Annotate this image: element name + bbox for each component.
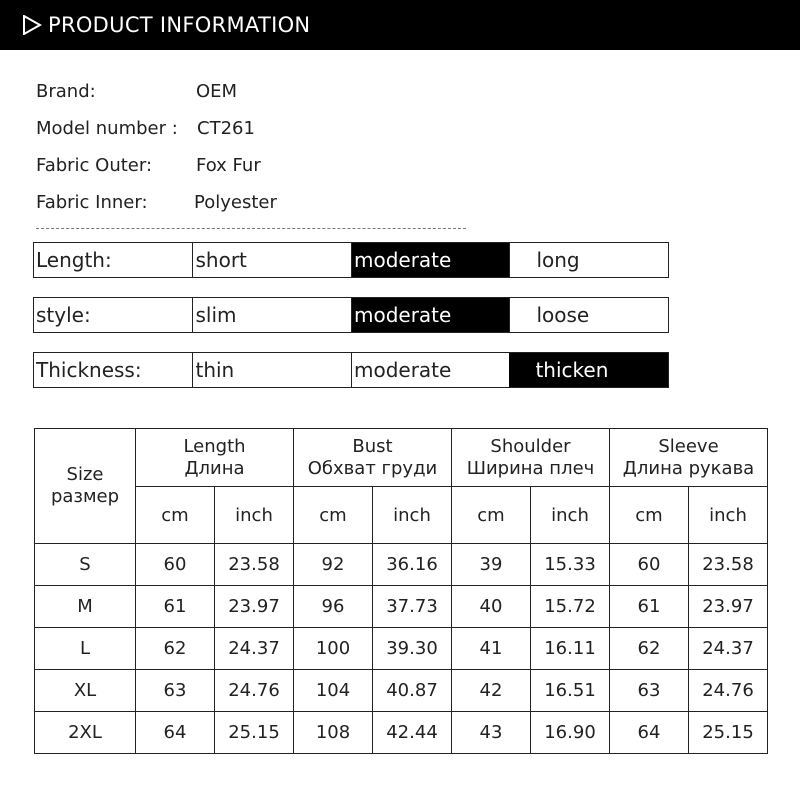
header-bar [0,0,800,50]
measurement-cell: 23.97 [689,586,768,628]
measurement-cell: 92 [294,544,373,586]
measurement-cell: 63 [136,670,215,712]
size-cell: S [35,544,136,586]
measurement-cell: 15.33 [531,544,610,586]
group-header-ru: Обхват груди [307,457,438,479]
measurement-cell: 25.15 [215,712,294,754]
unit-header-inch: inch [689,487,768,544]
table-row [35,628,768,670]
table-row [35,586,768,628]
measurement-cell: 36.16 [373,544,452,586]
measurement-cell: 41 [452,628,531,670]
group-header-shoulder [452,429,610,487]
attribute-label: Thickness: [36,358,142,382]
size-cell: 2XL [35,712,136,754]
group-header-en: Sleeve [658,435,719,457]
attribute-option: loose [509,298,668,332]
measurement-cell: 60 [610,544,689,586]
measurement-cell: 24.76 [215,670,294,712]
measurement-cell: 43 [452,712,531,754]
dashed-divider [36,228,466,229]
attribute-option-selected: thicken [509,353,668,387]
measurement-cell: 16.51 [531,670,610,712]
attribute-option: short [192,243,350,277]
measurement-cell: 42.44 [373,712,452,754]
measurement-cell: 16.90 [531,712,610,754]
measurement-cell: 64 [136,712,215,754]
measurement-cell: 64 [610,712,689,754]
info-value-brand: OEM [196,81,238,102]
measurement-cell: 37.73 [373,586,452,628]
info-value-fabric-outer: Fox Fur [196,155,261,176]
measurement-cell: 40.87 [373,670,452,712]
attribute-label: Length: [36,248,112,272]
group-header-en: Shoulder [490,435,571,457]
unit-header-inch: inch [531,487,610,544]
info-label-brand: Brand: [36,81,96,102]
size-cell: XL [35,670,136,712]
measurement-cell: 39.30 [373,628,452,670]
measurement-cell: 25.15 [689,712,768,754]
info-label-fabric-outer: Fabric Outer: [36,155,153,176]
group-header-en: Length [183,435,246,457]
play-triangle-icon [22,15,42,35]
header-title: PRODUCT INFORMATION [48,13,311,37]
size-table [34,428,768,754]
measurement-cell: 61 [136,586,215,628]
table-row [35,670,768,712]
measurement-cell: 15.72 [531,586,610,628]
table-row [35,544,768,586]
attribute-option: slim [192,298,350,332]
attribute-option-selected: moderate [351,243,509,277]
size-header-en: Size [66,464,104,485]
attribute-row-style [33,297,669,333]
group-header-en: Bust [352,435,393,457]
unit-header-cm: cm [610,487,689,544]
measurement-cell: 60 [136,544,215,586]
unit-header-cm: cm [294,487,373,544]
group-header-length [136,429,294,487]
attribute-row-thickness [33,352,669,388]
attribute-option-selected: moderate [351,298,509,332]
info-label-fabric-inner: Fabric Inner: [36,192,148,213]
group-header-ru: Ширина плеч [466,457,595,479]
measurement-cell: 23.58 [215,544,294,586]
size-header-ru: размер [50,486,120,507]
measurement-cell: 42 [452,670,531,712]
measurement-cell: 40 [452,586,531,628]
group-header-sleeve [610,429,768,487]
measurement-cell: 104 [294,670,373,712]
table-row [35,712,768,754]
size-cell: L [35,628,136,670]
info-label-model: Model number : [36,118,178,139]
unit-header-cm: cm [452,487,531,544]
attribute-row-length [33,242,669,278]
measurement-cell: 108 [294,712,373,754]
size-table-body [35,544,768,754]
measurement-cell: 23.97 [215,586,294,628]
measurement-cell: 63 [610,670,689,712]
measurement-cell: 24.37 [215,628,294,670]
group-header-ru: Длина рукава [622,457,755,479]
measurement-cell: 24.76 [689,670,768,712]
unit-header-cm: cm [136,487,215,544]
info-value-fabric-inner: Polyester [194,192,277,213]
group-header-ru: Длина [184,457,245,479]
attribute-option: moderate [351,353,509,387]
measurement-cell: 16.11 [531,628,610,670]
unit-header-inch: inch [373,487,452,544]
attribute-option: long [509,243,668,277]
measurement-cell: 23.58 [689,544,768,586]
measurement-cell: 96 [294,586,373,628]
unit-header-inch: inch [215,487,294,544]
attribute-label: style: [36,303,91,327]
measurement-cell: 100 [294,628,373,670]
measurement-cell: 61 [610,586,689,628]
group-header-bust [294,429,452,487]
size-cell: M [35,586,136,628]
measurement-cell: 24.37 [689,628,768,670]
measurement-cell: 62 [136,628,215,670]
attribute-option: thin [192,353,350,387]
measurement-cell: 39 [452,544,531,586]
info-value-model: CT261 [197,118,255,139]
size-header-cell [35,429,136,544]
measurement-cell: 62 [610,628,689,670]
